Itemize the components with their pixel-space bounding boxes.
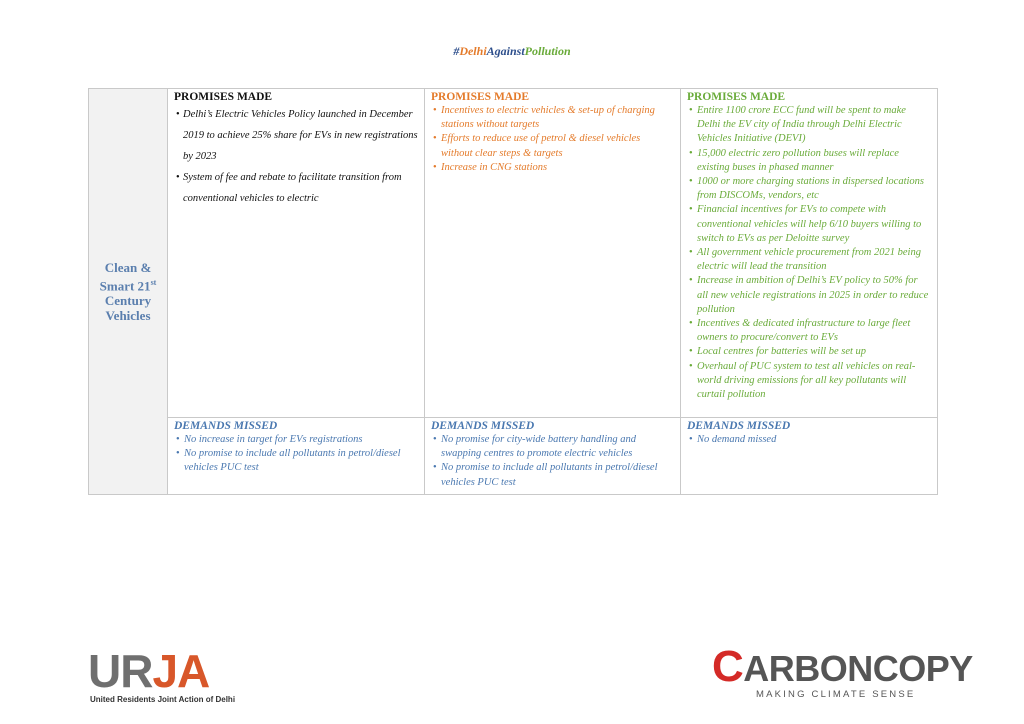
promises-list [174, 104, 418, 209]
list-item: • 1000 or more charging stations in dispersed locations from DISCOMs, vendors, etc [689, 176, 925, 202]
promises-list [431, 104, 674, 175]
hashtag-title [0, 44, 1024, 59]
list-item: • Local centres for batteries will be set up [689, 346, 867, 358]
urja-logo [88, 645, 253, 706]
urja-tagline: United Residents Joint Action of Delhi [90, 695, 236, 704]
promises-list [687, 104, 931, 402]
list-item: • All government vehicle procurement from 2021 being electric will lead the transition [689, 247, 921, 273]
urja-letters-grey: UR [88, 645, 153, 697]
list-item: • Overhaul of PUC system to test all vehicles on real-world driving emissions for all key pollutants will curtail pollution [689, 360, 916, 401]
urja-letters-orange: JA [152, 645, 210, 697]
hashtag-part-against: Against [486, 44, 525, 58]
row-heading [89, 89, 168, 495]
promises-heading: PROMISES MADE [431, 91, 530, 103]
list-item: • Increase in CNG stations [433, 161, 548, 173]
demands-row [89, 418, 938, 495]
urja-wordmark [88, 645, 210, 697]
list-item: • No promise for city-wide battery handling and swapping centres to promote electric vehicles [433, 434, 637, 460]
list-item: • Incentives to electric vehicles & set-up of charging stations without targets [433, 105, 655, 131]
list-item: • No promise to include all pollutants in petrol/diesel vehicles PUC test [433, 462, 658, 488]
list-item: • No demand missed [689, 434, 777, 445]
row-heading-line2: Smart 21st [99, 277, 157, 294]
demands-cell-3 [681, 418, 938, 495]
list-item: • Delhi’s Electric Vehicles Policy launched in December 2019 to achieve 25% share for EVs in new registrations by 2023 [176, 109, 418, 162]
list-item: • Incentives & dedicated infrastructure to large fleet owners to procure/convert to EVs [689, 318, 911, 344]
row-heading-line3: Century [104, 293, 152, 309]
carboncopy-tagline: MAKING CLIMATE SENSE [756, 689, 916, 700]
list-item: • Efforts to reduce use of petrol & diesel vehicles without clear steps & targets [433, 133, 641, 159]
demands-list [687, 433, 931, 447]
promises-table [88, 88, 938, 495]
list-item: • No increase in target for EVs registrations [176, 434, 363, 445]
hashtag-part-delhi: Delhi [459, 44, 487, 58]
list-item: • Financial incentives for EVs to compete with conventional vehicles will help 6/10 buyers willing to switch to EVs as per Deloitte survey [689, 204, 922, 244]
carboncopy-letters: ARBONCOPY [743, 648, 973, 689]
carboncopy-wordmark [712, 642, 973, 691]
carboncopy-logo [712, 642, 973, 704]
list-item: • No promise to include all pollutants in petrol/diesel vehicles PUC test [176, 448, 401, 474]
row-heading-line4: Vehicles [105, 308, 151, 324]
list-item: • System of fee and rebate to facilitate transition from conventional vehicles to electric [176, 172, 402, 204]
promises-row [89, 89, 938, 418]
promises-cell-2019 [168, 89, 425, 418]
demands-cell-2 [425, 418, 681, 495]
demands-heading: DEMANDS MISSED [687, 420, 791, 432]
demands-list [174, 433, 418, 476]
list-item: • Increase in ambition of Delhi’s EV policy to 50% for all new vehicle registrations in 2025 in order to reduce pollution [689, 275, 929, 315]
row-heading-line1: Clean & [104, 259, 152, 275]
row-heading-sup: st [150, 277, 157, 287]
promises-heading: PROMISES MADE [174, 91, 273, 103]
carboncopy-letter-c: C [712, 642, 744, 691]
demands-heading: DEMANDS MISSED [431, 420, 535, 432]
demands-heading: DEMANDS MISSED [174, 420, 278, 432]
demands-cell-1 [168, 418, 425, 495]
hashtag-part-pollution: Pollution [524, 44, 571, 58]
promises-heading: PROMISES MADE [687, 91, 786, 103]
list-item: • Entire 1100 crore ECC fund will be spent to make Delhi the EV city of India through Delhi Electric Vehicles Initiative (DEVI) [689, 105, 906, 145]
demands-list [431, 433, 674, 490]
hashtag-symbol: # [453, 44, 460, 58]
promises-cell-green [681, 89, 938, 418]
promises-cell-orange [425, 89, 681, 418]
list-item: • 15,000 electric zero pollution buses will replace existing buses in phased manner [689, 147, 899, 173]
